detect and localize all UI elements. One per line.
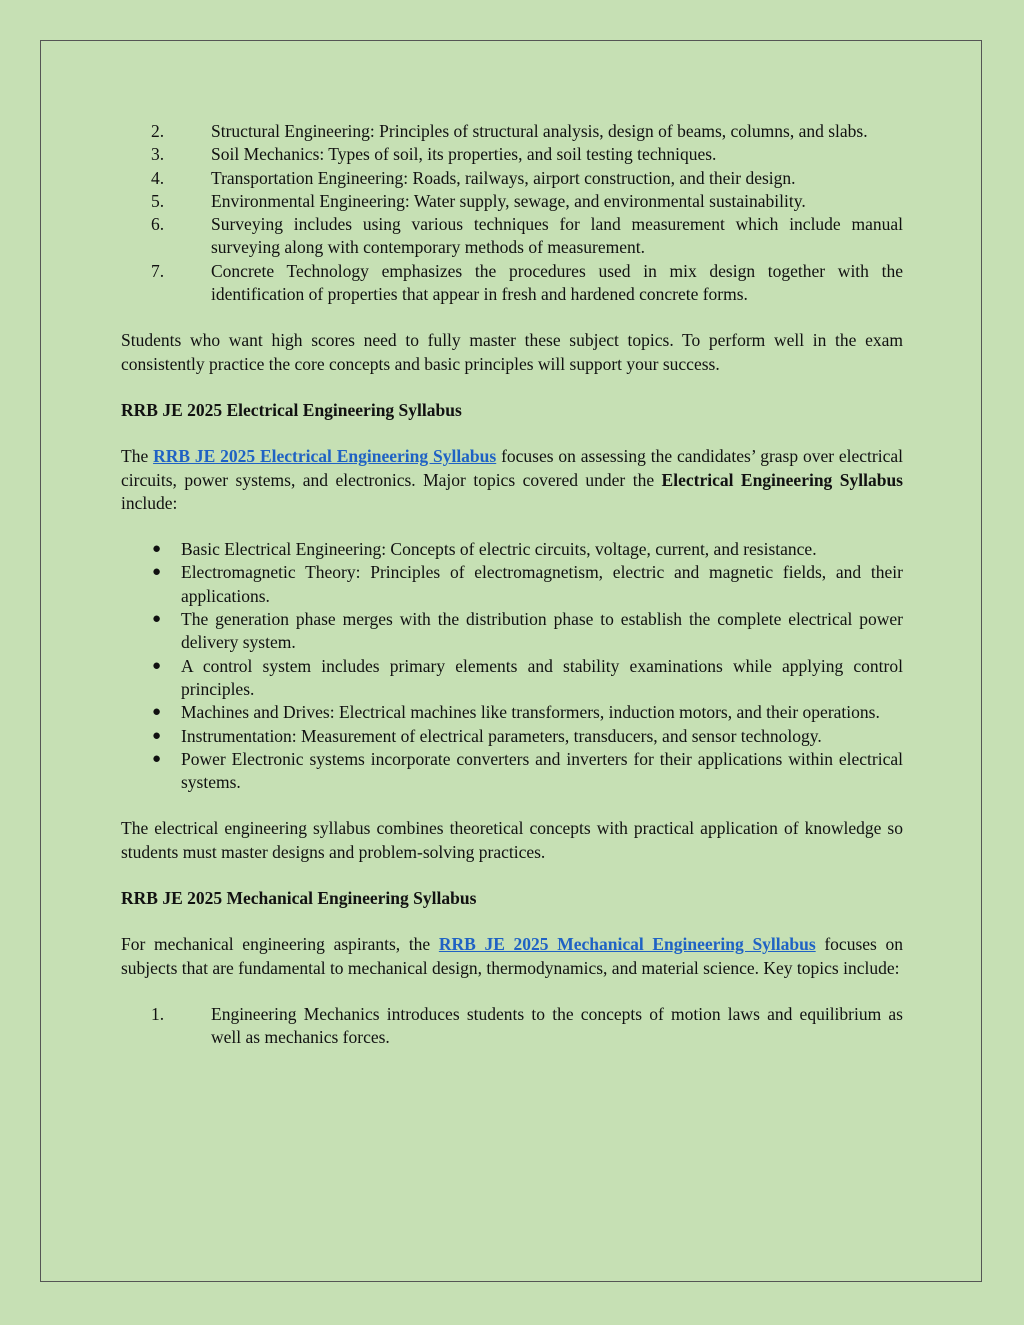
electrical-heading: RRB JE 2025 Electrical Engineering Syllabus bbox=[121, 399, 462, 420]
list-item: ● Electromagnetic Theory: Principles of electromagnetism, electric and magnetic fields, and their applications. bbox=[152, 562, 903, 606]
list-item: 1. Engineering Mechanics introduces students to the concepts of motion laws and equilibrium as well as mechanics forces. bbox=[151, 1003, 903, 1048]
mechanical-intro-paragraph: For mechanical engineering aspirants, the RRB JE 2025 Mechanical Engineering Syllabus focuses on subjects that are fundamental to mechanical design, thermodynamics, and material science. Key topics include: bbox=[121, 934, 903, 978]
civil-summary-paragraph: Students who want high scores need to fully master these subject topics. To perform well in the exam consistently practice the core concepts and basic principles will support your success. bbox=[121, 330, 903, 374]
bullet-icon: ● bbox=[152, 564, 162, 581]
list-item: 7. Concrete Technology emphasizes the procedures used in mix design together with the identification of properties that appear in fresh and hardened concrete forms. bbox=[151, 260, 903, 305]
bold-text: Electrical Engineering Syllabus bbox=[661, 469, 903, 490]
list-item: ● Instrumentation: Measurement of electrical parameters, transducers, and sensor technology. bbox=[121, 725, 903, 748]
list-item: 3. Soil Mechanics: Types of soil, its properties, and soil testing techniques. bbox=[151, 144, 717, 165]
mechanical-topics-list bbox=[121, 1003, 903, 1050]
electrical-summary-paragraph: The electrical engineering syllabus combines theoretical concepts with practical application of knowledge so students must master designs and problem-solving practices. bbox=[121, 818, 903, 862]
list-item: ● The generation phase merges with the distribution phase to establish the complete electrical power delivery system. bbox=[152, 609, 903, 653]
bullet-icon: ● bbox=[152, 657, 162, 674]
bullet-icon: ● bbox=[152, 750, 162, 767]
list-item: 2. Structural Engineering: Principles of structural analysis, design of beams, columns, and slabs. bbox=[151, 121, 868, 141]
bullet-icon: ● bbox=[152, 727, 162, 744]
list-item: ● Power Electronic systems incorporate converters and inverters for their applications within electrical systems. bbox=[152, 748, 903, 793]
list-item: ● Machines and Drives: Electrical machines like transformers, induction motors, and their operations. bbox=[121, 701, 903, 724]
document-body bbox=[121, 120, 903, 1050]
mechanical-heading: RRB JE 2025 Mechanical Engineering Syllabus bbox=[121, 888, 477, 909]
electrical-syllabus-link[interactable]: RRB JE 2025 Electrical Engineering Syllabus bbox=[153, 446, 497, 467]
mechanical-syllabus-link[interactable]: RRB JE 2025 Mechanical Engineering Syllabus bbox=[438, 934, 816, 955]
bullet-icon: ● bbox=[152, 541, 162, 558]
civil-topics-list bbox=[121, 120, 903, 306]
list-item: 4. Transportation Engineering: Roads, railways, airport construction, and their design. bbox=[151, 167, 796, 188]
electrical-intro-paragraph: The RRB JE 2025 Electrical Engineering Syllabus focuses on assessing the candidates’ grasp over electrical circuits, power systems, and electronics. Major topics covered under the Electrical Engineering Syllabus include: bbox=[121, 446, 904, 513]
list-item: 5. Environmental Engineering: Water supply, sewage, and environmental sustainability. bbox=[151, 190, 806, 211]
list-item: ● A control system includes primary elements and stability examinations while applying control principles. bbox=[152, 655, 903, 699]
bullet-icon: ● bbox=[152, 611, 162, 628]
bullet-icon: ● bbox=[152, 704, 162, 721]
electrical-topics-list bbox=[121, 538, 903, 794]
list-item: 6. Surveying includes using various techniques for land measurement which include manual surveying along with contemporary methods of measurement. bbox=[151, 214, 903, 258]
list-item: ● Basic Electrical Engineering: Concepts of electric circuits, voltage, current, and resistance. bbox=[121, 538, 903, 561]
